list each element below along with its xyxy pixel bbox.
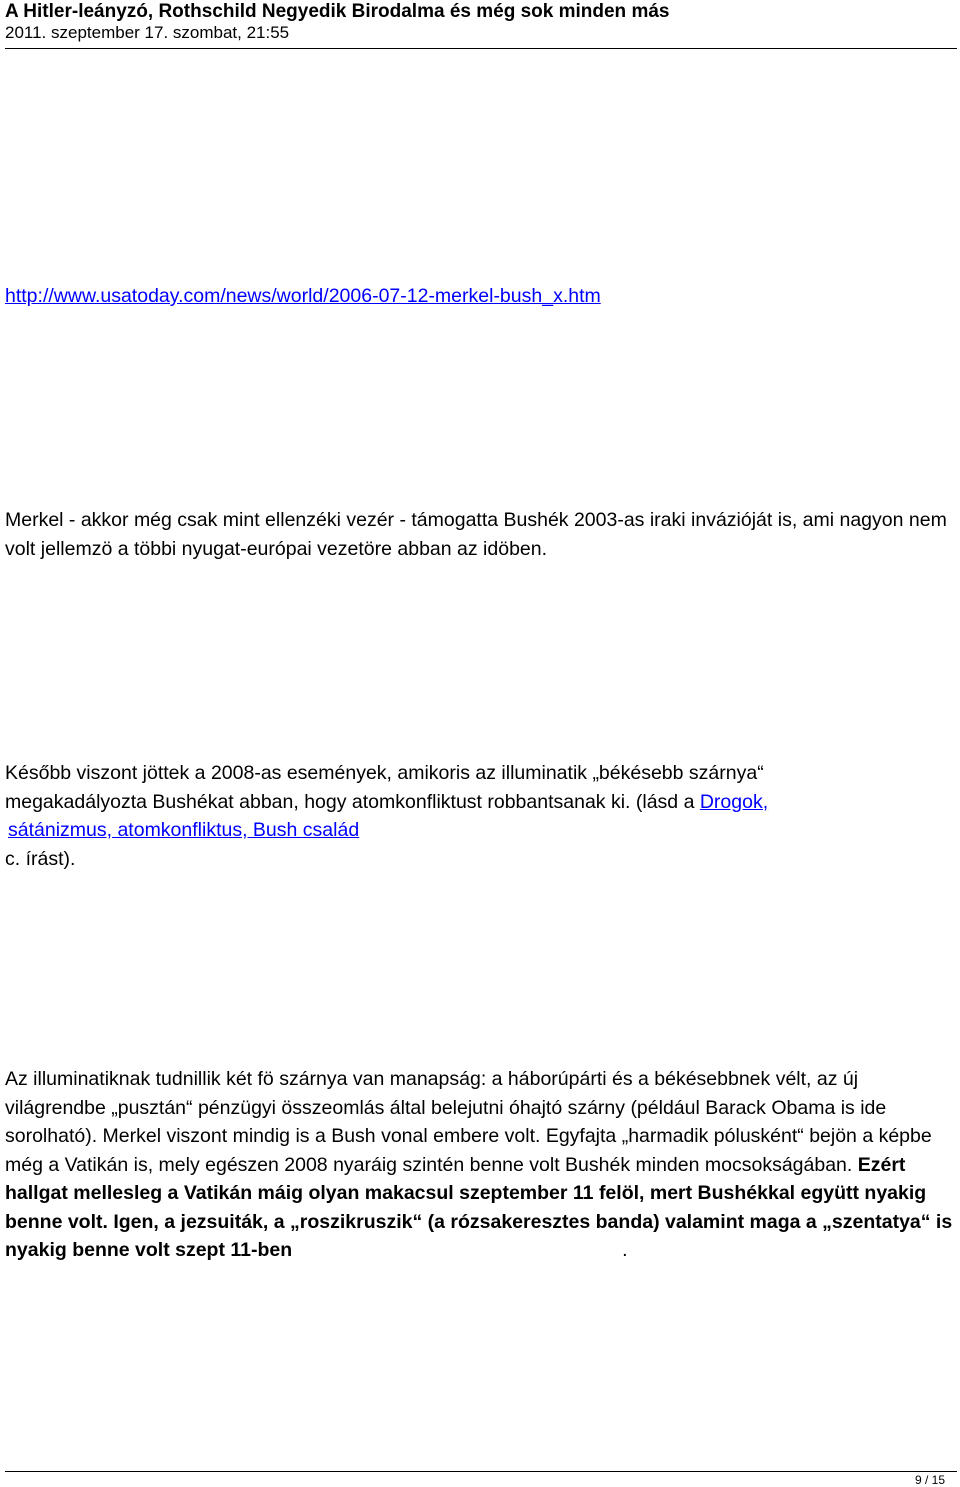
drogok-article-link[interactable]: Drogok, — [699, 790, 769, 813]
paragraph-2008-line3 — [5, 816, 955, 845]
paragraph-merkel-iraq-text: Merkel - akkor még csak mint ellenzéki vezér - támogatta Bushék 2003-as iraki invázióját is, ami nagyon nem volt jellemzö a többi nyugat-európai vezetöre abban az idöben. — [5, 509, 947, 560]
paragraph-illuminati-wings — [5, 1065, 955, 1265]
usatoday-link[interactable]: http://www.usatoday.com/news/world/2006-07-12-merkel-bush_x.htm — [5, 285, 601, 307]
drogok-article-link-continuation[interactable]: sátánizmus, atomkonfliktus, Bush család — [8, 819, 360, 841]
paragraph-2008-tail: c. írást). — [5, 847, 76, 870]
paragraph-illuminati-end: . — [622, 1239, 628, 1261]
paragraph-2008-line1: Később viszont jöttek a 2008-as események, amikoris az illuminatik „békésebb szárnya“ — [5, 762, 764, 784]
paragraph-illuminati-text: Az illuminatiknak tudnillik két fö szárnya van manapság: a háborúpárti és a békésebbnek vélt, az új világrendbe „pusztán“ pénzügyi összeomlás által belejutni óhajtó szárny (például Barack Obama is ide sorolható). Merkel viszont mindig is a Bush vonal embere volt. Egyfajta „harmadik pólusként“ bejön a képbe még a Vatikán is, mely egészen 2008 nyaráig szintén benne volt Bushék minden mocsokságában. — [5, 1068, 932, 1176]
paragraph-2008-line2 — [5, 788, 955, 817]
footer-divider — [5, 1471, 957, 1472]
document-date: 2011. szeptember 17. szombat, 21:55 — [5, 23, 290, 42]
paragraph-2008-line2-text: megakadályozta Bushékat abban, hogy atomkonfliktust robbantsanak ki. (lásd a — [5, 790, 700, 813]
header-divider — [5, 48, 957, 49]
usatoday-link-paragraph — [5, 282, 955, 311]
document-title: A Hitler-leányzó, Rothschild Negyedik Birodalma és még sok minden más — [5, 1, 670, 22]
paragraph-illuminati-bold-text: Ezért hallgat mellesleg a Vatikán máig olyan makacsul szeptember 11 felöl, mert Bushékkal együtt nyakig benne volt. Igen, a jezsuiták, a „roszikruszik“ (a rózsakeresztes banda) valamint maga a „szentatya“ is nyakig benne volt szept 11-ben — [5, 1153, 953, 1261]
paragraph-2008-events — [5, 759, 955, 873]
page-number: 9 / 15 — [914, 1473, 945, 1487]
paragraph-merkel-iraq — [5, 506, 955, 563]
